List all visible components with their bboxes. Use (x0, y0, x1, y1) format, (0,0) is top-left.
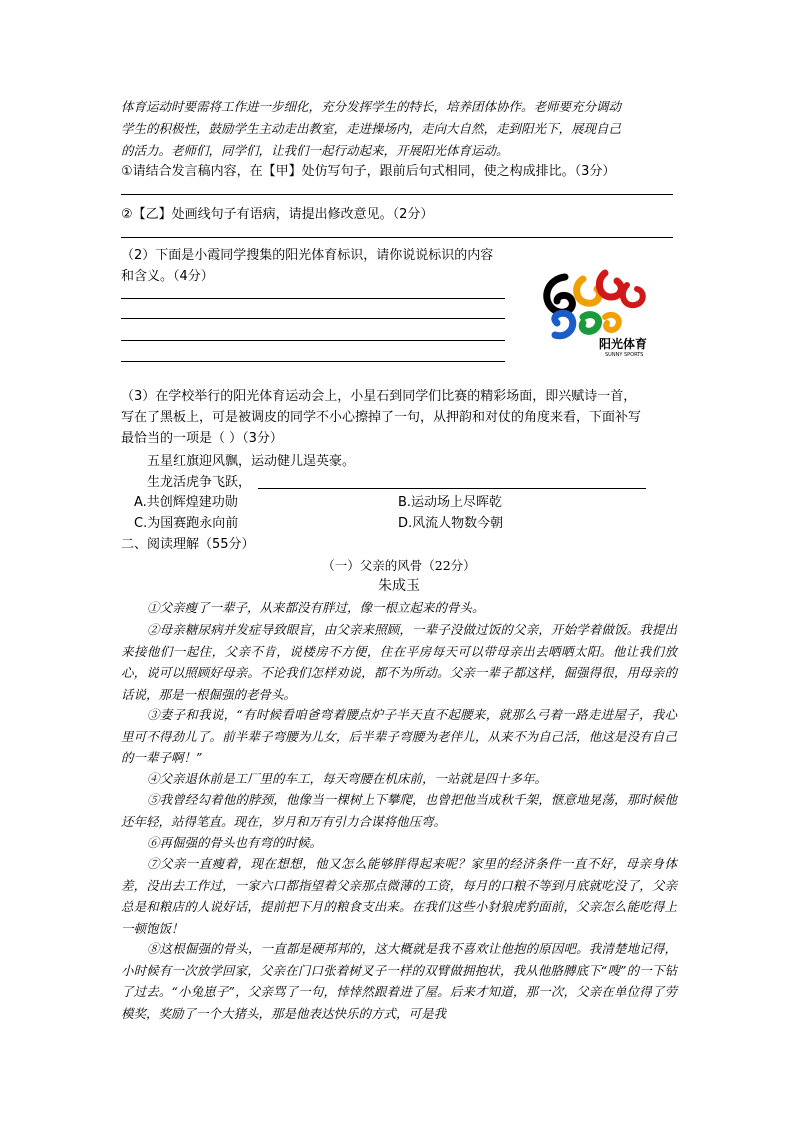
poem-line-1: 五星红旗迎风飘，运动健儿逞英豪。 (147, 454, 356, 469)
question-1-part-2: ②【乙】处画线句子有语病，请提出修改意见。（2分） (121, 207, 434, 222)
article-paragraph-2: ②母亲糖尿病并发症导致眼盲，由父亲来照顾，一辈子没做过饭的父亲，开始学着做饭。我提出来接他们一起住，父亲不肯，说楼房不方便，住在平房每天可以带母亲出去晒晒太阳。他让我们放心，说可以照顾好母亲。不论我们怎样劝说，都不为所动。父亲一辈子都这样，倔强得很，用母亲的话说，那是一根倔强的老骨头。 (121, 622, 677, 702)
option-d[interactable]: D.风流人物数今朝 (398, 516, 504, 531)
answer-line[interactable] (121, 298, 505, 299)
question-3-line-2: 写在了黑板上，可是被调皮的同学不小心擦掉了一句，从押韵和对仗的角度来看，下面补写 (121, 410, 642, 425)
answer-line[interactable] (121, 194, 673, 195)
answer-line[interactable] (121, 318, 505, 319)
article-paragraph-4: ④父亲退休前是工厂里的车工，每天弯腰在机床前，一站就是四十多年。 (147, 771, 548, 786)
intro-line-1: 体育运动时要需将工作进一步细化，充分发挥学生的特长，培养团体协作。老师要充分调动 (121, 99, 622, 114)
poem-line-2: 生龙活虎争飞跃， (147, 475, 252, 490)
article-paragraph-8: ⑧这根倔强的骨头，一直都是硬邦邦的，这大概就是我不喜欢让他抱的原因吧。我清楚地记得，小时候有一次放学回家，父亲在门口张着树叉子一样的双臂做拥抱状，我从他胳膊底下“嗖”的一下钻了过去。“小兔崽子”，父亲骂了一句，悻悻然跟着进了屋。后来才知道，那一次，父亲在单位得了劳模奖，奖励了一个大猪头，那是他表达快乐的方式，可是我 (121, 941, 677, 1021)
answer-line[interactable] (121, 340, 505, 341)
option-a[interactable]: A.共创辉煌建功勋 (134, 495, 238, 510)
intro-line-2: 学生的积极性，鼓励学生主动走出教室，走进操场内，走向大自然，走到阳光下，展现自己 (121, 121, 622, 136)
answer-line[interactable] (121, 361, 505, 362)
article-title: （一）父亲的风骨（22分） (322, 558, 476, 573)
question-2-line-1: （2）下面是小霞同学搜集的阳光体育标识，请你说说标识的内容 (121, 248, 494, 263)
question-3-line-3: 最恰当的一项是（ ）（3分） (121, 431, 283, 446)
answer-line[interactable] (121, 237, 673, 238)
article-paragraph-7: ⑦父亲一直瘦着，现在想想，他又怎么能够胖得起来呢？家里的经济条件一直不好，母亲身体差，没出去工作过，一家六口都指望着父亲那点微薄的工资，每月的口粮不等到月底就吃没了，父亲总是和粮店的人说好话，提前把下月的粮食支出来。在我们这些小豺狼虎豹面前，父亲怎么能吃得上一顿饱饭！ (121, 856, 677, 936)
article-paragraph-1: ①父亲瘦了一辈子，从来都没有胖过，像一根立起来的骨头。 (147, 600, 485, 615)
article-paragraph-5: ⑤我曾经勾着他的脖颈，他像当一棵树上下攀爬，也曾把他当成秋千架，惬意地晃荡，那时候他还年轻，站得笔直。现在，岁月和万有引力合谋将他压弯。 (121, 792, 677, 829)
option-b[interactable]: B.运动场上尽晖乾 (398, 495, 503, 510)
sunny-sports-logo (527, 259, 669, 370)
question-3-line-1: （3）在学校举行的阳光体育运动会上，小星石到同学们比赛的精彩场面，即兴赋诗一首， (121, 389, 637, 404)
article-paragraph-3: ③妻子和我说，“有时候看咱爸弯着腰点炉子半天直不起腰来，就那么弓着一路走进屋子，我心里可不得劲儿了。前半辈子弯腰为儿女，后半辈子弯腰为老伴儿，从来不为自己活，他这是没有自己的一辈子啊！” (121, 707, 677, 765)
sunny-sports-logo-icon (527, 259, 669, 370)
logo-text: 阳光体育 (599, 337, 648, 351)
question-2-line-2: 和含义。（4分） (121, 269, 214, 284)
intro-line-3: 的活力。老师们，同学们，让我们一起行动起来，开展阳光体育运动。 (121, 143, 509, 158)
poem-blank-line (258, 488, 646, 489)
option-c[interactable]: C.为国赛跑永向前 (134, 516, 239, 531)
logo-subtext: SUNNY SPORTS (605, 352, 644, 358)
article-author: 朱成玉 (378, 578, 420, 594)
article-paragraph-6: ⑥再倔强的骨头也有弯的时候。 (147, 835, 323, 850)
question-1-part-1: ①请结合发言稿内容，在【甲】处仿写句子，跟前后句式相同，使之构成排比。（3分） (121, 164, 616, 179)
section-heading: 二、阅读理解（55分） (121, 537, 255, 552)
